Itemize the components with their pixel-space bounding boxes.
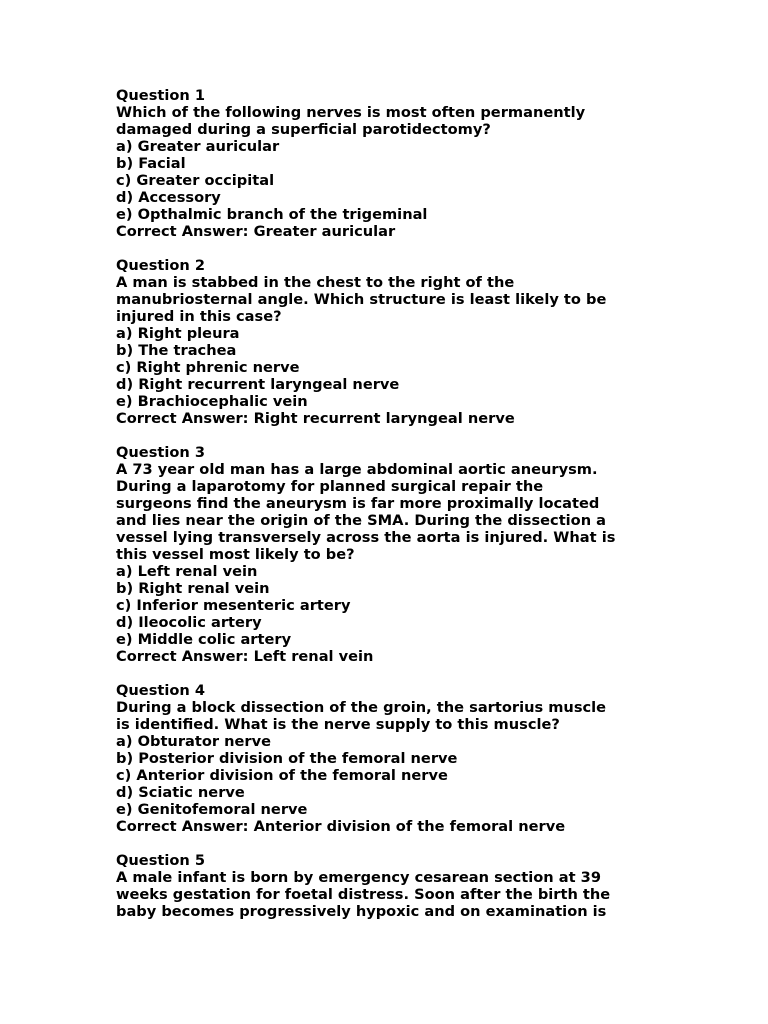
question-stem-line: A man is stabbed in the chest to the right of the (116, 274, 515, 291)
question-stem-line: During a laparotomy for planned surgical repair the (116, 478, 544, 495)
correct-answer: Correct Answer: Right recurrent laryngeal nerve (116, 410, 515, 427)
question-stem-line: weeks gestation for foetal distress. Soon after the birth the (116, 886, 611, 903)
question-stem-line: damaged during a superficial parotidectomy? (116, 121, 491, 138)
correct-answer: Correct Answer: Anterior division of the femoral nerve (116, 818, 566, 835)
answer-option: a) Left renal vein (116, 563, 258, 580)
question-stem-line: Which of the following nerves is most often permanently (116, 104, 586, 121)
answer-option: d) Sciatic nerve (116, 784, 245, 801)
answer-option: b) Posterior division of the femoral nerve (116, 750, 458, 767)
answer-option: a) Right pleura (116, 325, 240, 342)
question-heading: Question 5 (116, 852, 206, 869)
question-block (116, 444, 656, 665)
answer-option: c) Anterior division of the femoral nerve (116, 767, 448, 784)
answer-option: a) Greater auricular (116, 138, 280, 155)
question-heading: Question 2 (116, 257, 206, 274)
answer-option: d) Accessory (116, 189, 221, 206)
question-stem-line: and lies near the origin of the SMA. During the dissection a (116, 512, 607, 529)
answer-option: c) Greater occipital (116, 172, 275, 189)
question-block (116, 257, 656, 427)
answer-option: e) Genitofemoral nerve (116, 801, 308, 818)
question-block (116, 682, 656, 835)
question-stem-line: manubriosternal angle. Which structure is least likely to be (116, 291, 607, 308)
answer-option: b) The trachea (116, 342, 237, 359)
correct-answer: Correct Answer: Greater auricular (116, 223, 396, 240)
question-stem-line: baby becomes progressively hypoxic and on examination is (116, 903, 607, 920)
question-block (116, 852, 656, 920)
answer-option: c) Inferior mesenteric artery (116, 597, 351, 614)
answer-option: e) Middle colic artery (116, 631, 292, 648)
question-stem-line: surgeons find the aneurysm is far more proximally located (116, 495, 600, 512)
question-block (116, 87, 656, 240)
answer-option: e) Brachiocephalic vein (116, 393, 308, 410)
answer-option: c) Right phrenic nerve (116, 359, 300, 376)
question-stem-line: this vessel most likely to be? (116, 546, 355, 563)
answer-option: e) Opthalmic branch of the trigeminal (116, 206, 428, 223)
question-stem-line: injured in this case? (116, 308, 282, 325)
answer-option: a) Obturator nerve (116, 733, 272, 750)
question-heading: Question 4 (116, 682, 206, 699)
answer-option: b) Facial (116, 155, 186, 172)
answer-option: d) Ileocolic artery (116, 614, 262, 631)
question-stem-line: During a block dissection of the groin, the sartorius muscle (116, 699, 607, 716)
question-list (116, 87, 656, 937)
question-heading: Question 1 (116, 87, 206, 104)
question-stem-line: A male infant is born by emergency cesarean section at 39 (116, 869, 601, 886)
answer-option: d) Right recurrent laryngeal nerve (116, 376, 400, 393)
correct-answer: Correct Answer: Left renal vein (116, 648, 374, 665)
question-stem-line: vessel lying transversely across the aorta is injured. What is (116, 529, 616, 546)
question-heading: Question 3 (116, 444, 206, 461)
question-stem-line: A 73 year old man has a large abdominal aortic aneurysm. (116, 461, 598, 478)
answer-option: b) Right renal vein (116, 580, 270, 597)
question-stem-line: is identified. What is the nerve supply to this muscle? (116, 716, 560, 733)
